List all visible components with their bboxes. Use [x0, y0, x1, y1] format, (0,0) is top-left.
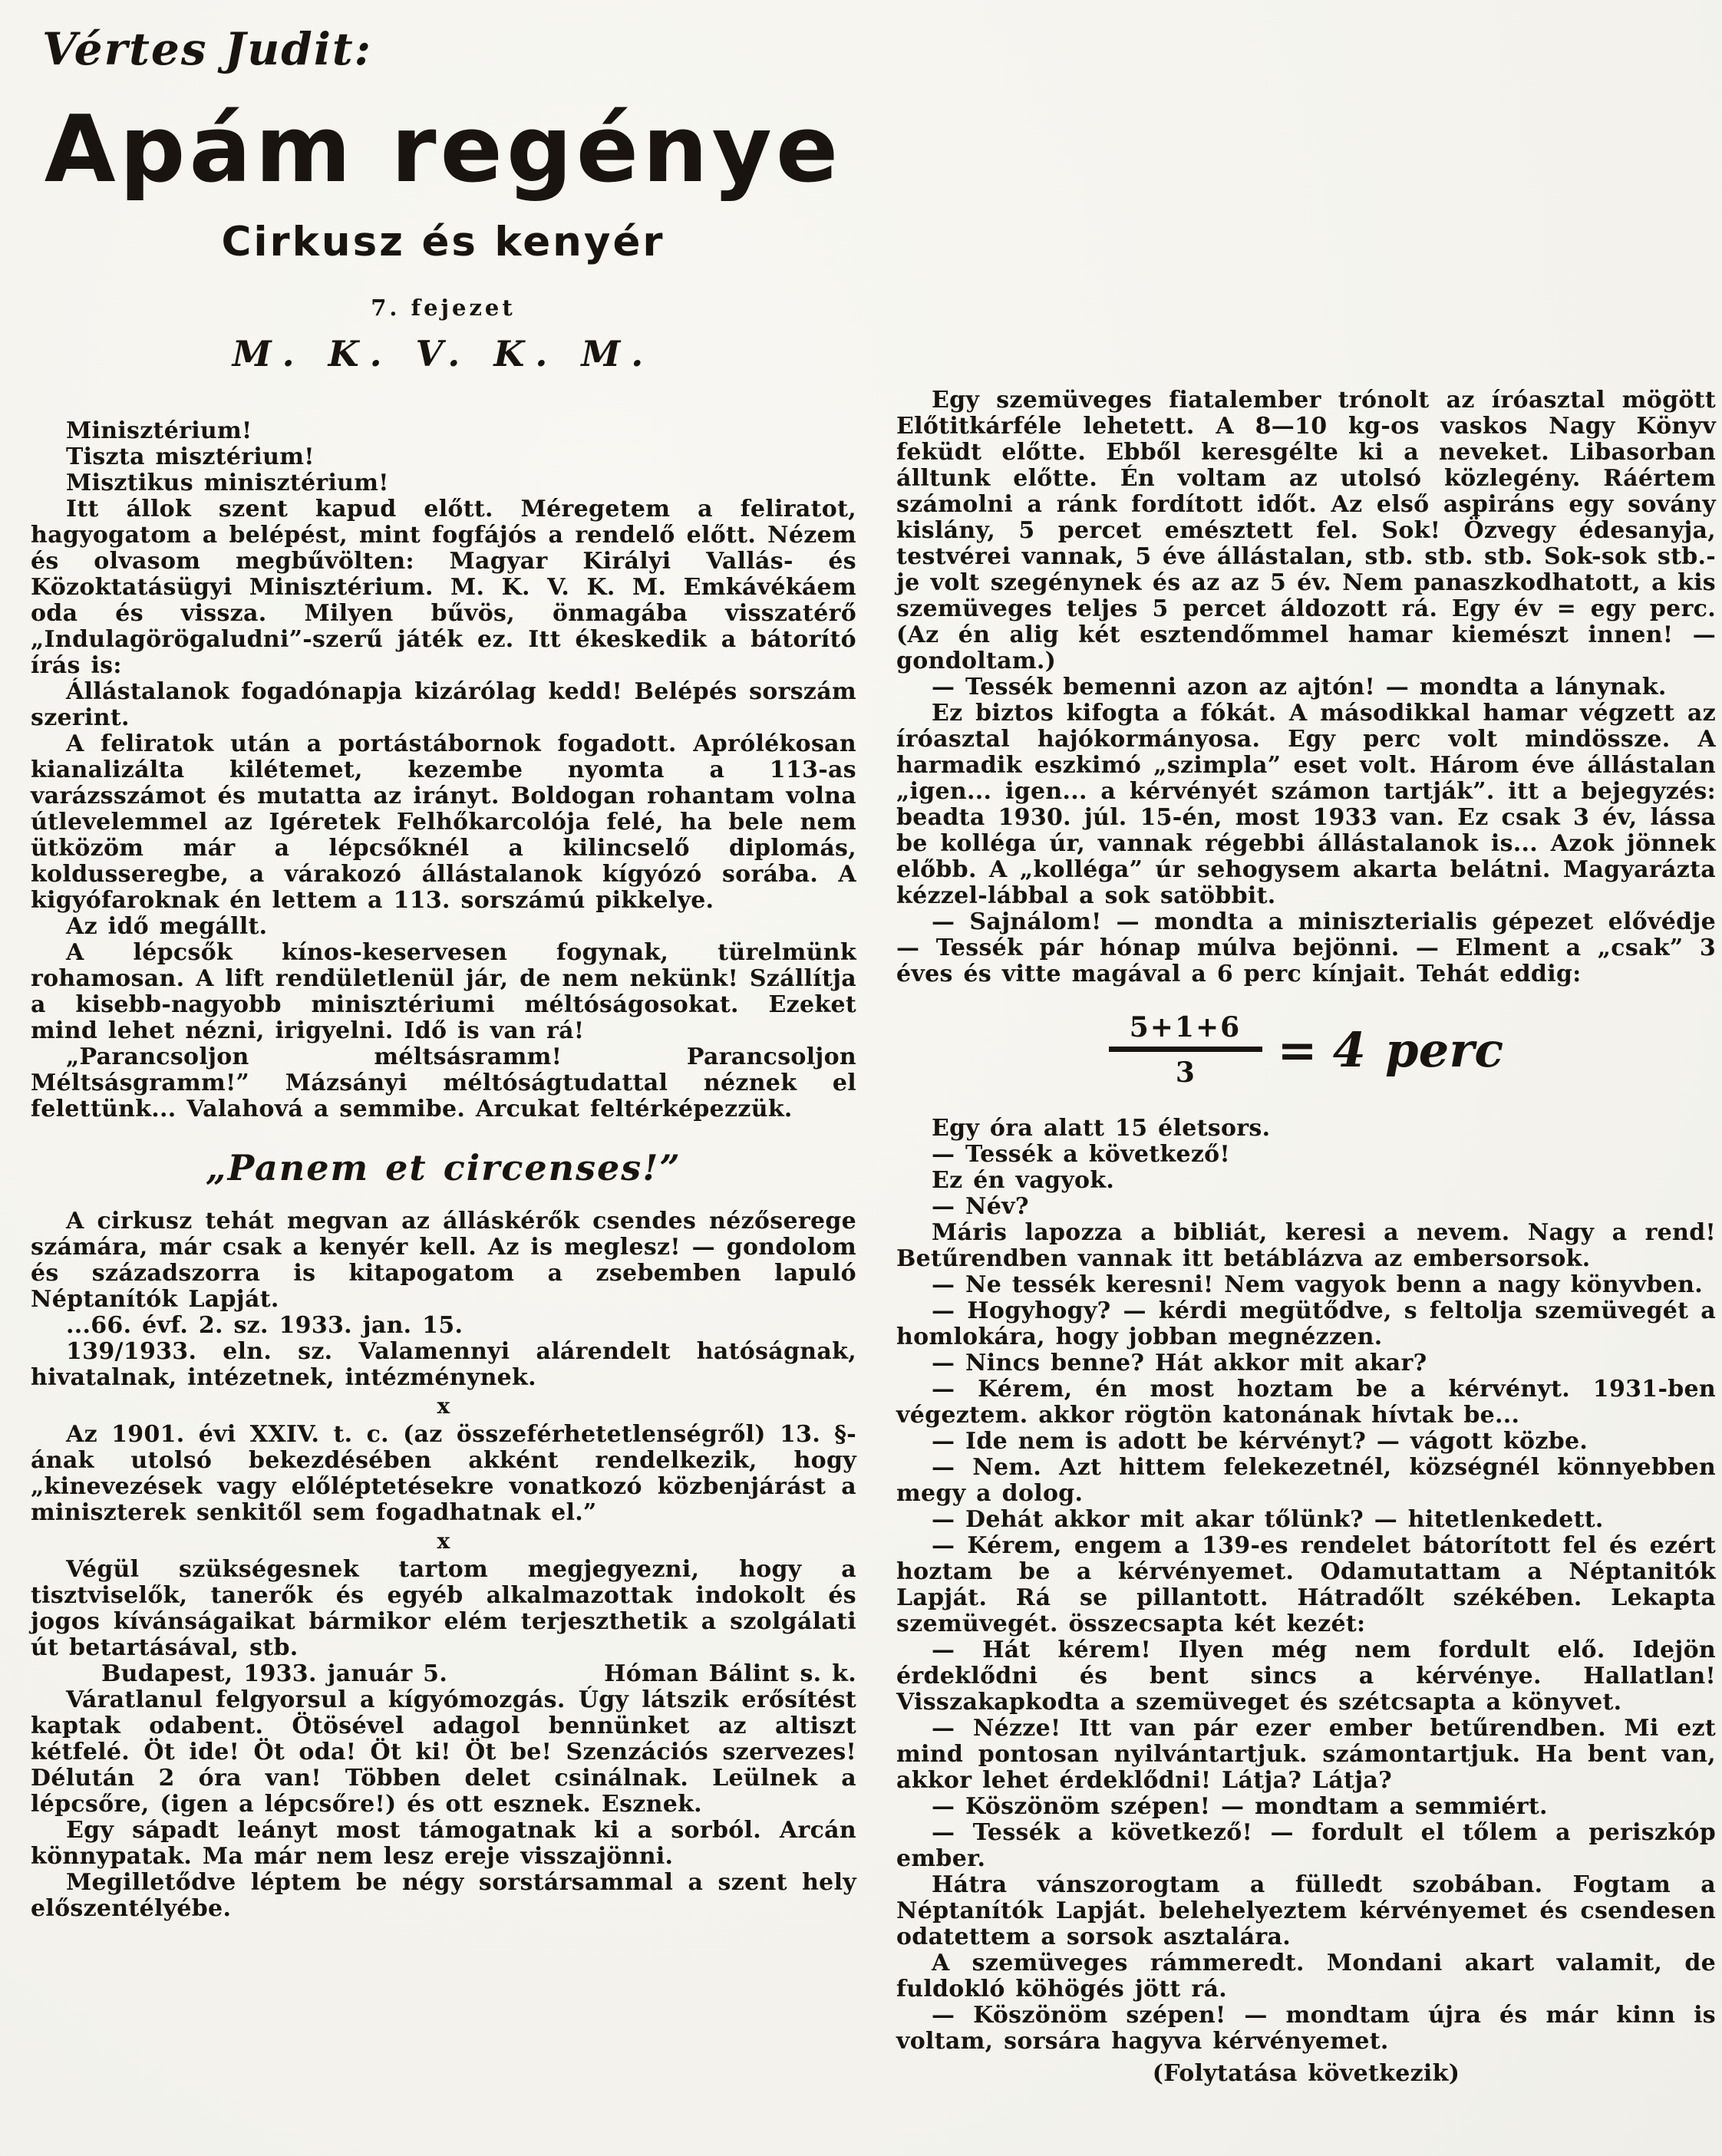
formula-denominator: 3 [1175, 1057, 1196, 1089]
paragraph: Az idő megállt. [66, 913, 268, 940]
paragraph: A szemüveges rámmeredt. Mondani akart valamit, de fuldokló köhögés jött rá. [896, 1950, 1716, 2003]
paragraph: Misztikus minisztérium! [66, 470, 389, 496]
decree-line: 139/1933. eln. sz. Valamennyi alárendelt hatóságnak, hivatalnak, intézetnek, intézménynek. [31, 1338, 856, 1391]
dialogue-line: — Tessék a következő! [932, 1141, 1230, 1168]
paragraph: A cirkusz tehát megvan az álláskérők csendes nézőserege számára, már csak a kenyér kell. Az is meglesz! — gondolom és századszorra is kitapogatom a zsebemben lapuló Néptanítók Lapját. [31, 1208, 856, 1313]
dialogue-line: — Kérem, engem a 139-es rendelet bátorított fel és ezért hoztam be a kérvényemet. Odamutattam a Néptanitók Lapját. Rá se pillantott. Hátradőlt székében. Lekapta szemüvegét. összecsapta két kezét: [896, 1532, 1716, 1637]
dialogue-line: — Név? [932, 1193, 1029, 1220]
paragraph: Minisztérium! [66, 417, 252, 444]
paragraph: Itt állok szent kapud előtt. Méregetem a feliratot, hagyogatom a belépést, mint fogfájós a rendelő előtt. Nézem és olvasom megbűvölten: Magyar Királyi Vallás- és Közoktatásügyi Minisztérium. M. K. V. K. M. Emkávékáem oda és vissza. Milyen bűvös, önmagába visszatérő „Indulagörögaludni”-szerű játék ez. Itt ékeskedik a bátorító írás is: [31, 496, 856, 679]
dialogue-line: — Hogyhogy? — kérdi megütődve, s feltolja szemüvegét a homlokára, hogy jobban megnézzen. [896, 1297, 1716, 1350]
dialogue-line: — Tessék bemenni azon az ajtón! — mondta a lánynak. [932, 674, 1667, 701]
dialogue-line: — Köszönöm szépen! — mondtam újra és már kinn is voltam, sorsára hagyva kérvényemet. [896, 2002, 1716, 2055]
citation-line: ...66. évf. 2. sz. 1933. jan. 15. [66, 1312, 463, 1339]
formula-equals-sign: = [1277, 1021, 1318, 1078]
dialogue-line: — Hát kérem! Ilyen még nem fordult elő. Idejön érdeklődni és bent sincs a kérvénye. Hallatlan! Visszakapkodta a szemüveget és szétcsapta a könyvet. [896, 1637, 1716, 1716]
dialogue-line: — Ne tessék keresni! Nem vagyok benn a nagy könyvben. [932, 1271, 1703, 1298]
chapter-label: 7. fejezet [371, 295, 516, 321]
paragraph: A lépcsők kínos-keservesen fogynak, türelmünk rohamosan. A lift rendületlenül jár, de nem nekünk! Szállítja a kisebb-nagyobb minisztériumi méltóságosokat. Ezeket mind lehet nézni, irigyelni. Idő is van rá! [31, 939, 856, 1044]
signature-name: Hóman Bálint s. k. [604, 1660, 856, 1687]
paragraph: Egy sápadt leányt most támogatnak ki a sorból. Arcán könnypatak. Ma már nem lesz ereje visszajönni. [31, 1817, 856, 1870]
formula-numerator: 5+1+6 [1129, 1011, 1242, 1043]
law-paragraph: Az 1901. évi XXIV. t. c. (az összeférhetetlenségről) 13. §-ának utolsó bekezdésében akként rendelkezik, hogy „kinevezések vagy előléptetésekre vonatkozó közbenjárást a miniszterek senkitől sem fogadhatnak el.” [31, 1421, 856, 1526]
paragraph: Egy óra alatt 15 életsors. [932, 1115, 1271, 1142]
paragraph: „Parancsoljon méltsásramm! Parancsoljon Méltsásgramm!” Mázsányi méltóságtudattal néznek el felettünk... Valahová a semmibe. Arcukat feltérképezzük. [31, 1043, 856, 1123]
paragraph: A feliratok után a portástábornok fogadott. Aprólékosan kianalizálta kilétemet, kezembe nyomta a 113-as varázsszámot és mutatta az irányt. Boldogan rohantam volna útlevelemmel az Igéretek Felhőkarcolója felé, ha bele nem ütközöm már a lépcsőknél a kilincselő diplomás, koldusseregbe, a várakozó állástalanok kígyózó sorába. A kigyófaroknak én lettem a 113. sorszámú pikkelye. [31, 730, 856, 914]
article-title: Apám regénye [44, 96, 843, 203]
article-header [0, 23, 886, 375]
section-separator: x [437, 1393, 450, 1419]
closing-paragraph: Végül szükségesnek tartom megjegyezni, hogy a tisztviselők, tanerők és egyéb alkalmazottak indokolt és jogos kívánságaikat bármikor elém terjeszthetik a szolgálati út betartásával, stb. [31, 1556, 856, 1661]
paragraph: Ez én vagyok. [932, 1167, 1115, 1194]
author-byline: Vértes Judit: [42, 23, 373, 75]
dialogue-line: — Köszönöm szépen! — mondtam a semmiért. [932, 1793, 1548, 1820]
paragraph: Máris lapozza a bibliát, keresi a nevem. Nagy a rend! Betűrendben vannak itt betáblázva az embersorsok. [896, 1219, 1716, 1272]
section-heading: „Panem et circenses!” [206, 1147, 681, 1188]
formula-result: 4 perc [1332, 1021, 1504, 1078]
fraction [1109, 1011, 1262, 1089]
dialogue-line: — Nincs benne? Hát akkor mit akar? [932, 1350, 1427, 1376]
article-subtitle: Cirkusz és kenyér [221, 219, 665, 266]
chapter-code: M. K. V. K. M. [232, 333, 655, 375]
paragraph: Váratlanul felgyorsul a kígyómozgás. Úgy látszik erősítést kaptak odabent. Ötösével adagol bennünket az altiszt kétfelé. Öt ide! Öt oda! Öt ki! Öt be! Szenzációs szervezes! Délután 2 óra van! Többen delet csinálnak. Leülnek a lépcsőre, (igen a lépcsőre!) és ott esznek. Esznek. [31, 1686, 856, 1818]
paragraph: Ez biztos kifogta a fókát. A másodikkal hamar végzett az íróasztal hajókormányosa. Egy perc volt mindössze. A harmadik eszkimó „szimpla” eset volt. Három éve állástalan „igen... igen... a kérvényét számon tartják”. itt a bejegyzés: beadta 1930. júl. 15-én, most 1933 van. Ez csak 3 év, lássa be kolléga úr, vannak régebbi állástalanok is... Azok jönnek előbb. A „kolléga” úr sehogysem akarta belátni. Magyarázta kézzel-lábbal a sok satöbbit. [896, 700, 1716, 909]
paragraph: Állástalanok fogadónapja kizárólag kedd! Belépés sorszám szerint. [31, 678, 856, 731]
dialogue-line: — Kérem, én most hoztam be a kérvényt. 1931-ben végeztem. akkor rögtön katonának hívtak be... [896, 1376, 1716, 1429]
dialogue-line: — Dehát akkor mit akar tőlünk? — hitetlenkedett. [932, 1506, 1604, 1533]
signature-date: Budapest, 1933. január 5. [101, 1660, 448, 1687]
paragraph: Tiszta misztérium! [66, 443, 315, 470]
dialogue-line: — Ide nem is adott be kérvényt? — vágott közbe. [932, 1428, 1588, 1455]
continuation-note: (Folytatása következik) [1152, 2060, 1460, 2087]
dialogue-line: — Sajnálom! — mondta a miniszterialis gépezet elővédje — Tessék pár hónap múlva bejönni. — Elment a „csak” 3 éves és vitte magával a 6 perc kínjait. Tehát eddig: [896, 908, 1716, 987]
right-column [896, 387, 1716, 2087]
paragraph: Egy szemüveges fiatalember trónolt az íróasztal mögött Előtitkárféle lehetett. A 8—10 kg-os vaskos Nagy Könyv feküdt előtte. Ebből keresgélte ki a neveket. Libasorban álltunk előtte. Én voltam az utolsó közlegény. Ráértem számolni a ránk fordított időt. Az első aspiráns egy sovány kislány, 5 percet emésztett fel. Sok! Özvegy édesanyja, testvérei vannak, 5 éve állástalan, stb. stb. stb. Sok-sok stb.-je volt szegénynek és az az 5 év. Nem panaszkodhatott, a kis szemüveges teljes 5 percet áldozott rá. Egy év = egy perc. (Az én alig két esztendőmmel hamar kiemészt innen! — gondoltam.) [896, 387, 1716, 674]
section-separator: x [437, 1528, 450, 1554]
paragraph: Megilletődve léptem be négy sorstársammal a szent hely előszentélyébe. [31, 1869, 856, 1922]
dialogue-line: — Tessék a következő! — fordult el tőlem a periszkóp ember. [896, 1819, 1716, 1872]
signature-row [31, 1661, 856, 1687]
fraction-bar [1109, 1047, 1262, 1052]
dialogue-line: — Nem. Azt hittem felekezetnél, községnél könnyebben megy a dolog. [896, 1454, 1716, 1507]
paragraph: Hátra vánszorogtam a fülledt szobában. Fogtam a Néptanítók Lapját. belehelyeztem kérvényemet és csendesen odatettem a sorsok asztalára. [896, 1871, 1716, 1950]
dialogue-line: — Nézze! Itt van pár ezer ember betűrendben. Mi ezt mind pontosan nyilvántartjuk. számontartjuk. Ha bent van, akkor lehet érdeklődni! Látja? Látja? [896, 1715, 1716, 1794]
left-column [31, 418, 856, 1922]
fraction-formula [896, 1011, 1716, 1089]
